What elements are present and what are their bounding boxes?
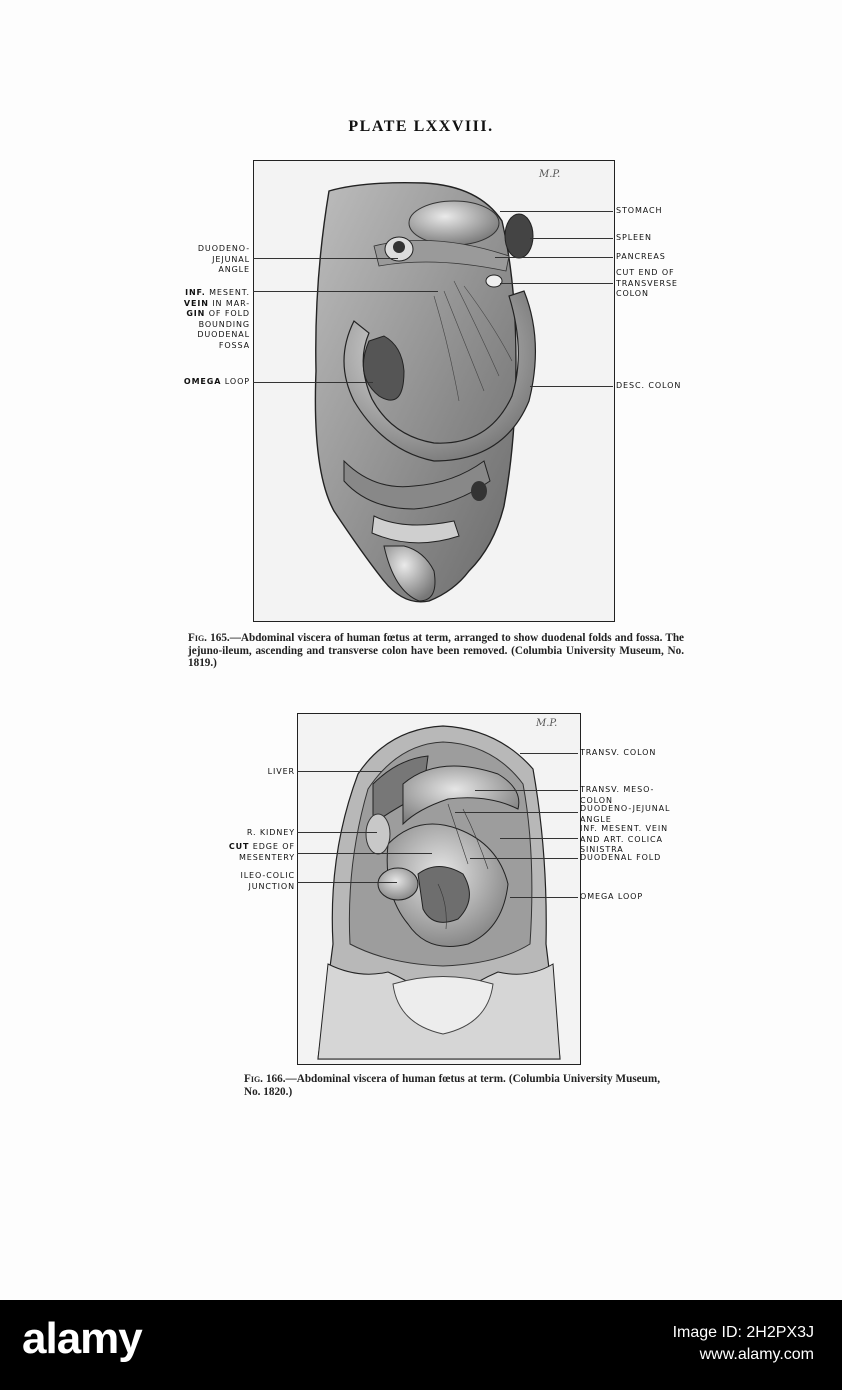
leader-desc-colon [530,386,613,387]
label-cut-end-transverse-colon: CUT END OF TRANSVERSE COLON [616,268,678,298]
label-omega-loop-165: OMEGA LOOP [183,377,250,386]
leader-omega-166 [510,897,578,898]
figure-165-caption: Fig. 165.—Abdominal viscera of human fœtus at term, arranged to show duodenal folds and fossa. The jejuno-ileum, ascending and transverse colon have been removed. (Columbia University Museum, No. 1819.) [188,632,685,669]
leader-r-kidney [297,832,377,833]
brand-logo[interactable]: alamy [22,1314,142,1363]
label-transv-mesocolon: TRANSV. MESO- COLON [580,785,655,805]
label-spleen: SPLEEN [616,233,652,242]
label-omega-loop-166: OMEGA LOOP [580,892,644,901]
image-id: Image ID: 2H2PX3J [672,1324,814,1341]
figure-165-signature: M.P. [539,169,561,180]
label-desc-colon: DESC. COLON [616,381,682,390]
figure-165-drawing [254,161,614,621]
label-duodeno-jejunal-angle-166: DUODENO-JEJUNAL ANGLE [580,804,671,824]
leader-ileo-colic [297,882,397,883]
stock-footer-banner [0,1300,842,1390]
leader-cut-end [500,283,613,284]
figure-166-signature: M.P. [536,718,558,729]
leader-dj-angle-166 [455,812,578,813]
leader-inf-mesent-166 [500,838,578,839]
leader-inf-mesent [253,291,438,292]
figure-166-caption: Fig. 166.—Abdominal viscera of human fœtus at term. (Columbia University Museum, No. 1820.) [244,1073,660,1098]
site-url[interactable]: www.alamy.com [699,1346,814,1363]
image-id-block [673,1322,814,1366]
label-duodeno-jejunal-angle: DUODENO- JEJUNAL ANGLE [197,244,250,274]
figure-165-illustration [253,160,615,622]
leader-stomach [500,211,613,212]
label-stomach: STOMACH [616,206,663,215]
leader-duodenal-fold [470,858,578,859]
label-duodenal-fold: DUODENAL FOLD [580,853,662,862]
leader-transv-meso [475,790,578,791]
leader-transv-colon [520,753,578,754]
leader-pancreas [495,257,613,258]
label-inf-mesent-vein: INF. MESENT. VEIN IN MAR- GIN OF FOLD BOUNDING DUODENAL FOSSA [183,288,250,350]
leader-omega-165 [253,382,373,383]
figure-166-drawing [298,714,580,1064]
plate-title: PLATE LXXVIII. [348,118,494,135]
leader-spleen [530,238,613,239]
label-pancreas: PANCREAS [616,252,666,261]
leader-liver [297,771,382,772]
label-cut-edge-mesentery: CUT EDGE OF MESENTERY [228,842,295,862]
label-transv-colon: TRANSV. COLON [580,748,657,757]
figure-166-illustration [297,713,581,1065]
label-liver: LIVER [267,767,295,776]
leader-cut-edge [297,853,432,854]
label-inf-mesent-vein-166: INF. MESENT. VEIN AND ART. COLICA SINISTRA [580,824,669,854]
label-ileo-colic-junction: ILEO-COLIC JUNCTION [240,871,295,891]
label-r-kidney: R. KIDNEY [246,828,295,837]
leader-duodeno-jejunal [253,258,398,259]
